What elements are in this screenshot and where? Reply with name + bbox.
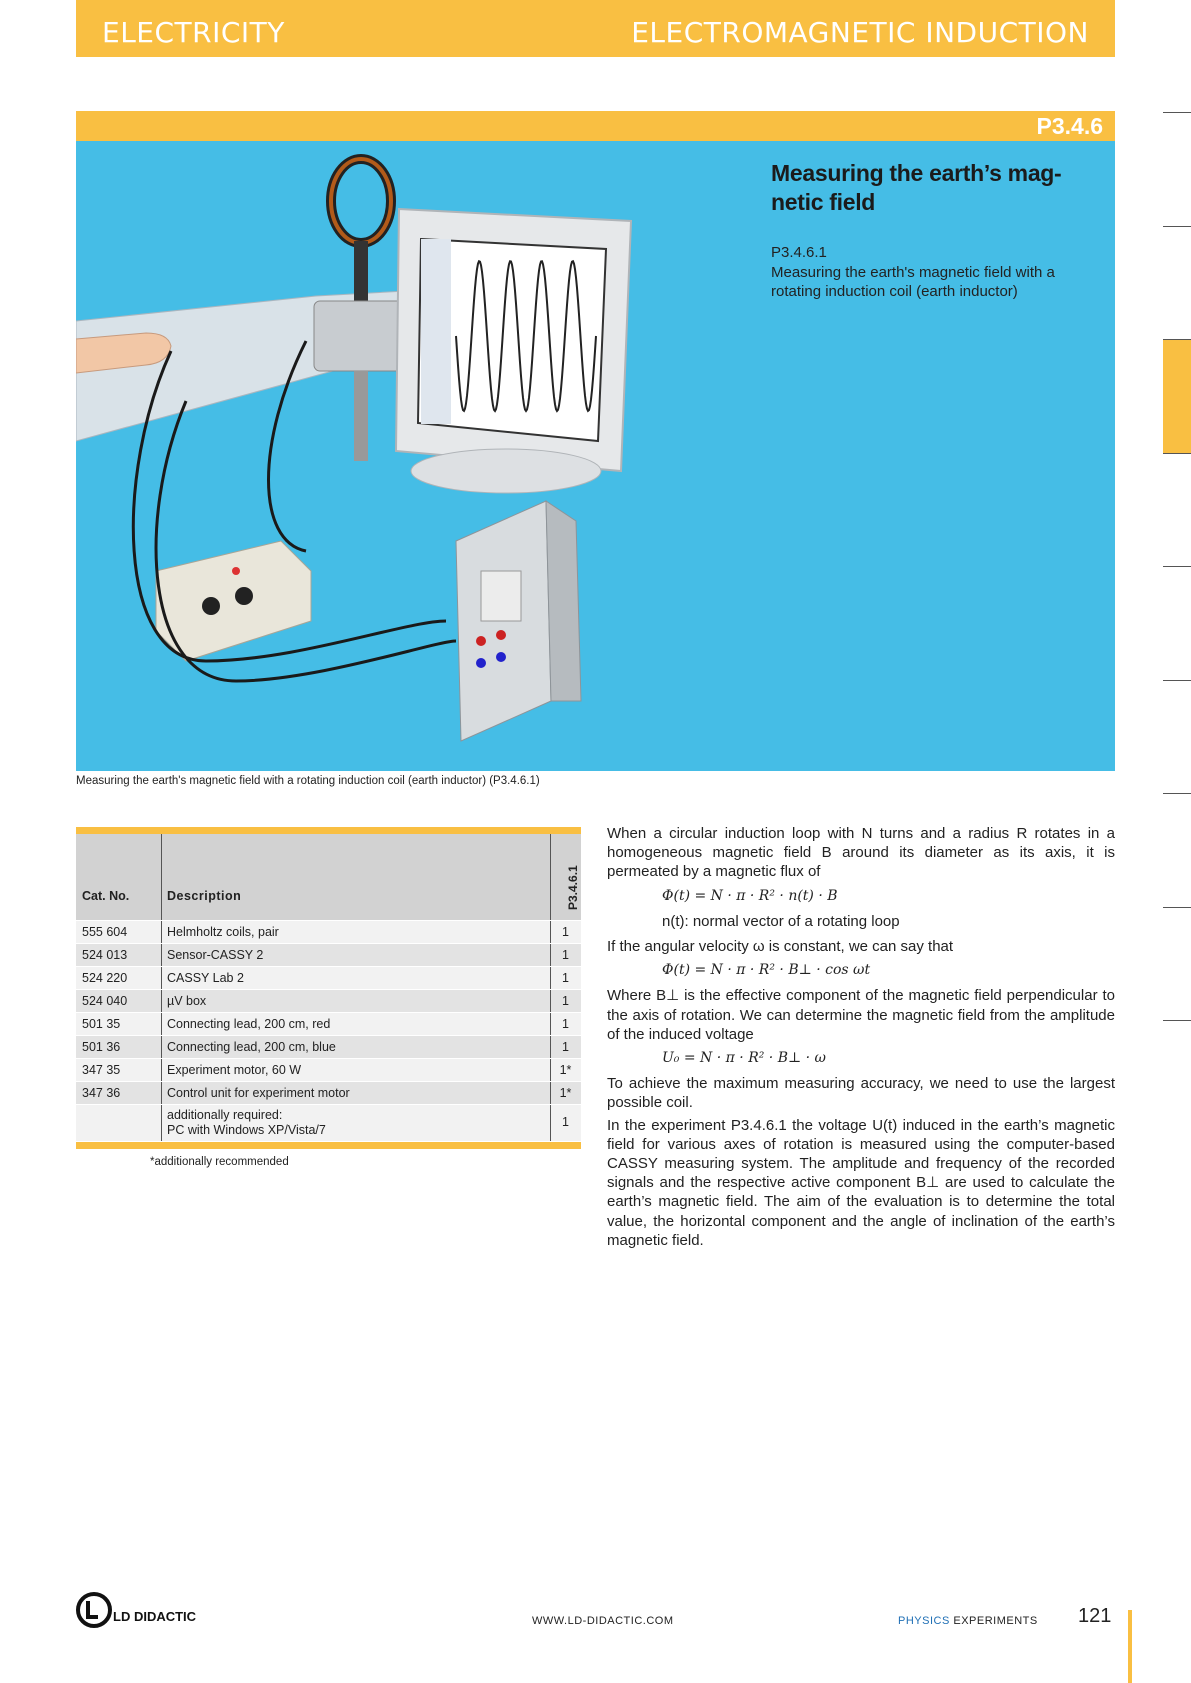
equation-note: n(t): normal vector of a rotating loop bbox=[662, 912, 900, 930]
header-topic: ELECTROMAGNETIC INDUCTION bbox=[631, 16, 1089, 49]
page-number: 121 bbox=[1078, 1605, 1112, 1627]
equation: U₀ = N · π · R² · B⊥ · ω bbox=[662, 1050, 826, 1067]
experiment-code: P3.4.6 bbox=[1036, 113, 1103, 139]
equation: Φ(t) = N · π · R² · n(t) · B bbox=[662, 887, 838, 904]
table-row bbox=[76, 1059, 581, 1082]
description: Connecting lead, 200 cm, red bbox=[167, 1017, 331, 1031]
description-line: PC with Windows XP/Vista/7 bbox=[167, 1123, 326, 1137]
description bbox=[167, 1108, 326, 1138]
page-accent-bar bbox=[1128, 1610, 1132, 1683]
col-desc-header: Description bbox=[167, 889, 242, 903]
experiment-panel bbox=[76, 141, 1115, 771]
table-row bbox=[76, 967, 581, 990]
equipment-table bbox=[76, 827, 581, 1149]
quantity: 1* bbox=[559, 1063, 572, 1077]
side-tab-active[interactable] bbox=[1163, 339, 1191, 453]
side-tab-divider bbox=[1163, 112, 1191, 113]
table-row bbox=[76, 990, 581, 1013]
side-tab-divider bbox=[1163, 566, 1191, 567]
quantity: 1 bbox=[562, 925, 569, 939]
cat-no: 501 36 bbox=[82, 1040, 121, 1054]
footer-category bbox=[898, 1615, 1038, 1627]
cat-no: 524 040 bbox=[82, 994, 128, 1008]
footer-category-experiments: EXPERIMENTS bbox=[949, 1615, 1038, 1627]
experiment-setup-illustration bbox=[76, 141, 1115, 771]
cat-no: 347 35 bbox=[82, 1063, 121, 1077]
description: Connecting lead, 200 cm, blue bbox=[167, 1040, 336, 1054]
header-category: ELECTRICITY bbox=[102, 16, 285, 49]
cat-no: 555 604 bbox=[82, 925, 128, 939]
paragraph: To achieve the maximum measuring accuracy, we need to use the largest possible coil. bbox=[607, 1075, 1115, 1112]
quantity: 1 bbox=[562, 1040, 569, 1054]
quantity: 1 bbox=[562, 1115, 569, 1129]
description: Helmholtz coils, pair bbox=[167, 925, 279, 939]
table-row bbox=[76, 921, 581, 944]
side-tab-divider bbox=[1163, 453, 1191, 454]
col-code-header: P3.4.6.1 bbox=[566, 865, 580, 910]
sub-experiment-code: P3.4.6.1 bbox=[771, 244, 827, 261]
side-tab-divider bbox=[1163, 339, 1191, 340]
side-tab-divider bbox=[1163, 680, 1191, 681]
paragraph: When a circular induction loop with N turns and a radius R rotates in a homogeneous magnetic field B around its diameter as its axis, it is permeated by a magnetic flux of bbox=[607, 825, 1115, 881]
logo-icon bbox=[76, 1592, 196, 1628]
cat-no: 501 35 bbox=[82, 1017, 121, 1031]
figure-caption: Measuring the earth's magnetic field with a rotating induction coil (earth inductor) (P3.4.6.1) bbox=[76, 775, 540, 787]
table-row bbox=[76, 1036, 581, 1059]
paragraph: In the experiment P3.4.6.1 the voltage U(t) induced in the earth’s magnetic field for various axes of rotation is measured using the computer-based CASSY measuring system. The amplitude and frequency of the recorded signals and the respective active component B⊥ are used to calculate the earth’s magnetic field. The aim of the evaluation is to determine the total value, the horizontal component and the angle of inclination of the earth’s magnetic field. bbox=[607, 1116, 1115, 1249]
side-tab-divider bbox=[1163, 793, 1191, 794]
paragraph: Where B⊥ is the effective component of the magnetic field perpendicular to the axis of rotation. We can determine the magnetic field from the amplitude of the induced voltage bbox=[607, 987, 1115, 1043]
experiment-bar bbox=[76, 111, 1115, 141]
footer-category-physics: PHYSICS bbox=[898, 1615, 950, 1627]
table-row bbox=[76, 1013, 581, 1036]
ld-didactic-logo[interactable] bbox=[76, 1592, 196, 1633]
quantity: 1 bbox=[562, 948, 569, 962]
body-text bbox=[607, 824, 1115, 1253]
section-header bbox=[76, 0, 1115, 57]
quantity: 1 bbox=[562, 994, 569, 1008]
experiment-title-line: netic field bbox=[771, 189, 876, 215]
sub-experiment-description: Measuring the earth's magnetic field with a rotating induction coil (earth inductor) bbox=[771, 264, 1055, 300]
cat-no: 524 013 bbox=[82, 948, 128, 962]
description: Experiment motor, 60 W bbox=[167, 1063, 302, 1077]
description-line: additionally required: bbox=[167, 1108, 283, 1122]
description: Control unit for experiment motor bbox=[167, 1086, 350, 1100]
description: CASSY Lab 2 bbox=[167, 971, 244, 985]
side-tab-divider bbox=[1163, 1020, 1191, 1021]
description: Sensor-CASSY 2 bbox=[167, 948, 264, 962]
experiment-title-line: Measuring the earth’s mag- bbox=[771, 160, 1062, 186]
logo-text: LD DIDACTIC bbox=[113, 1609, 196, 1624]
cat-no: 524 220 bbox=[82, 971, 128, 985]
table-header bbox=[76, 834, 581, 921]
table-top-bar bbox=[76, 827, 581, 834]
table-footnote: *additionally recommended bbox=[150, 1156, 289, 1168]
description: µV box bbox=[167, 994, 207, 1008]
side-tab-divider bbox=[1163, 226, 1191, 227]
cat-no: 347 36 bbox=[82, 1086, 121, 1100]
paragraph: If the angular velocity ω is constant, we can say that bbox=[607, 938, 954, 956]
col-cat-header: Cat. No. bbox=[82, 889, 130, 903]
experiment-title bbox=[771, 159, 1091, 217]
quantity: 1 bbox=[562, 971, 569, 985]
table-row bbox=[76, 1082, 581, 1105]
table-row bbox=[76, 944, 581, 967]
side-tab-divider bbox=[1163, 907, 1191, 908]
equation: Φ(t) = N · π · R² · B⊥ · cos ωt bbox=[662, 962, 871, 979]
footer-url[interactable]: WWW.LD-DIDACTIC.COM bbox=[532, 1615, 674, 1627]
quantity: 1* bbox=[559, 1086, 572, 1100]
quantity: 1 bbox=[562, 1017, 569, 1031]
table-row bbox=[76, 1105, 581, 1142]
table-bottom-bar bbox=[76, 1142, 581, 1149]
